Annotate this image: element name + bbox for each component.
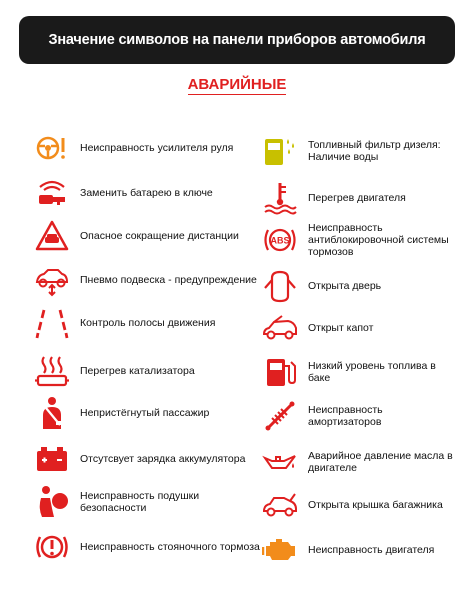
air-suspension-icon — [34, 262, 70, 298]
diesel-filter-icon — [262, 133, 298, 169]
list-item — [34, 484, 260, 520]
item-label: Отсутсвует зарядка аккумулятора — [80, 453, 246, 465]
item-label: Перегрев двигателя — [308, 192, 406, 204]
check-engine-icon — [262, 532, 298, 568]
item-label: Открыт капот — [308, 322, 374, 334]
svg-text:ABS: ABS — [270, 235, 290, 246]
item-label: Перегрев катализатора — [80, 365, 195, 377]
page-title: Значение символов на панели приборов автомобиля — [48, 32, 426, 48]
item-label: Неисправность подушки безопасности — [80, 490, 200, 514]
section-heading — [0, 76, 474, 94]
list-item — [34, 175, 260, 211]
list-item — [34, 529, 260, 565]
item-label: Опасное сокращение дистанции — [80, 230, 239, 242]
item-label: Заменить батарею в ключе — [80, 187, 213, 199]
fuel-low-icon — [262, 354, 298, 390]
oil-pressure-icon — [262, 444, 298, 480]
list-item — [262, 133, 453, 169]
item-label: Неисправность усилителя руля — [80, 142, 234, 154]
item-label: Неисправность антиблокировочной системы тормозов — [308, 222, 449, 258]
distance-warning-icon — [34, 218, 70, 254]
list-item — [34, 305, 260, 341]
battery-icon — [34, 441, 70, 477]
catalyst-overheat-icon — [34, 353, 70, 389]
list-item — [34, 262, 260, 298]
door-open-icon — [262, 268, 298, 304]
page-header — [19, 16, 455, 64]
seatbelt-icon — [34, 395, 70, 431]
list-item — [262, 444, 453, 480]
parking-brake-icon — [34, 529, 70, 565]
list-item — [262, 222, 453, 258]
item-label: Топливный фильтр дизеля: Наличие воды — [308, 139, 441, 163]
item-label: Неисправность амортизаторов — [308, 404, 383, 428]
shock-absorber-icon — [262, 398, 298, 434]
section-title: АВАРИЙНЫЕ — [187, 76, 287, 93]
lane-control-icon — [34, 305, 70, 341]
list-item — [262, 532, 453, 568]
list-item — [262, 310, 453, 346]
steering-warning-icon — [34, 130, 70, 166]
key-battery-icon — [34, 175, 70, 211]
list-item — [34, 353, 260, 389]
list-item — [262, 268, 453, 304]
list-item — [262, 180, 453, 216]
item-label: Неисправность стояночного тормоза — [80, 541, 260, 553]
list-item — [34, 218, 260, 254]
item-label: Открыта крышка багажника — [308, 499, 443, 511]
trunk-open-icon — [262, 487, 298, 523]
item-label: Пневмо подвеска - предупреждение — [80, 274, 257, 286]
list-item — [262, 398, 453, 434]
engine-temp-icon — [262, 180, 298, 216]
item-label: Неисправность двигателя — [308, 544, 435, 556]
item-label: Низкий уровень топлива в баке — [308, 360, 436, 384]
list-item — [34, 130, 260, 166]
item-label: Контроль полосы движения — [80, 317, 216, 329]
hood-open-icon — [262, 310, 298, 346]
airbag-icon — [34, 484, 70, 520]
item-label: Открыта дверь — [308, 280, 382, 292]
item-label: Аварийное давление масла в двигателе — [308, 450, 453, 474]
list-item — [34, 395, 260, 431]
list-item — [34, 441, 260, 477]
list-item — [262, 487, 453, 523]
list-item — [262, 354, 453, 390]
item-label: Непристёгнутый пассажир — [80, 407, 210, 419]
abs-icon — [262, 222, 298, 258]
